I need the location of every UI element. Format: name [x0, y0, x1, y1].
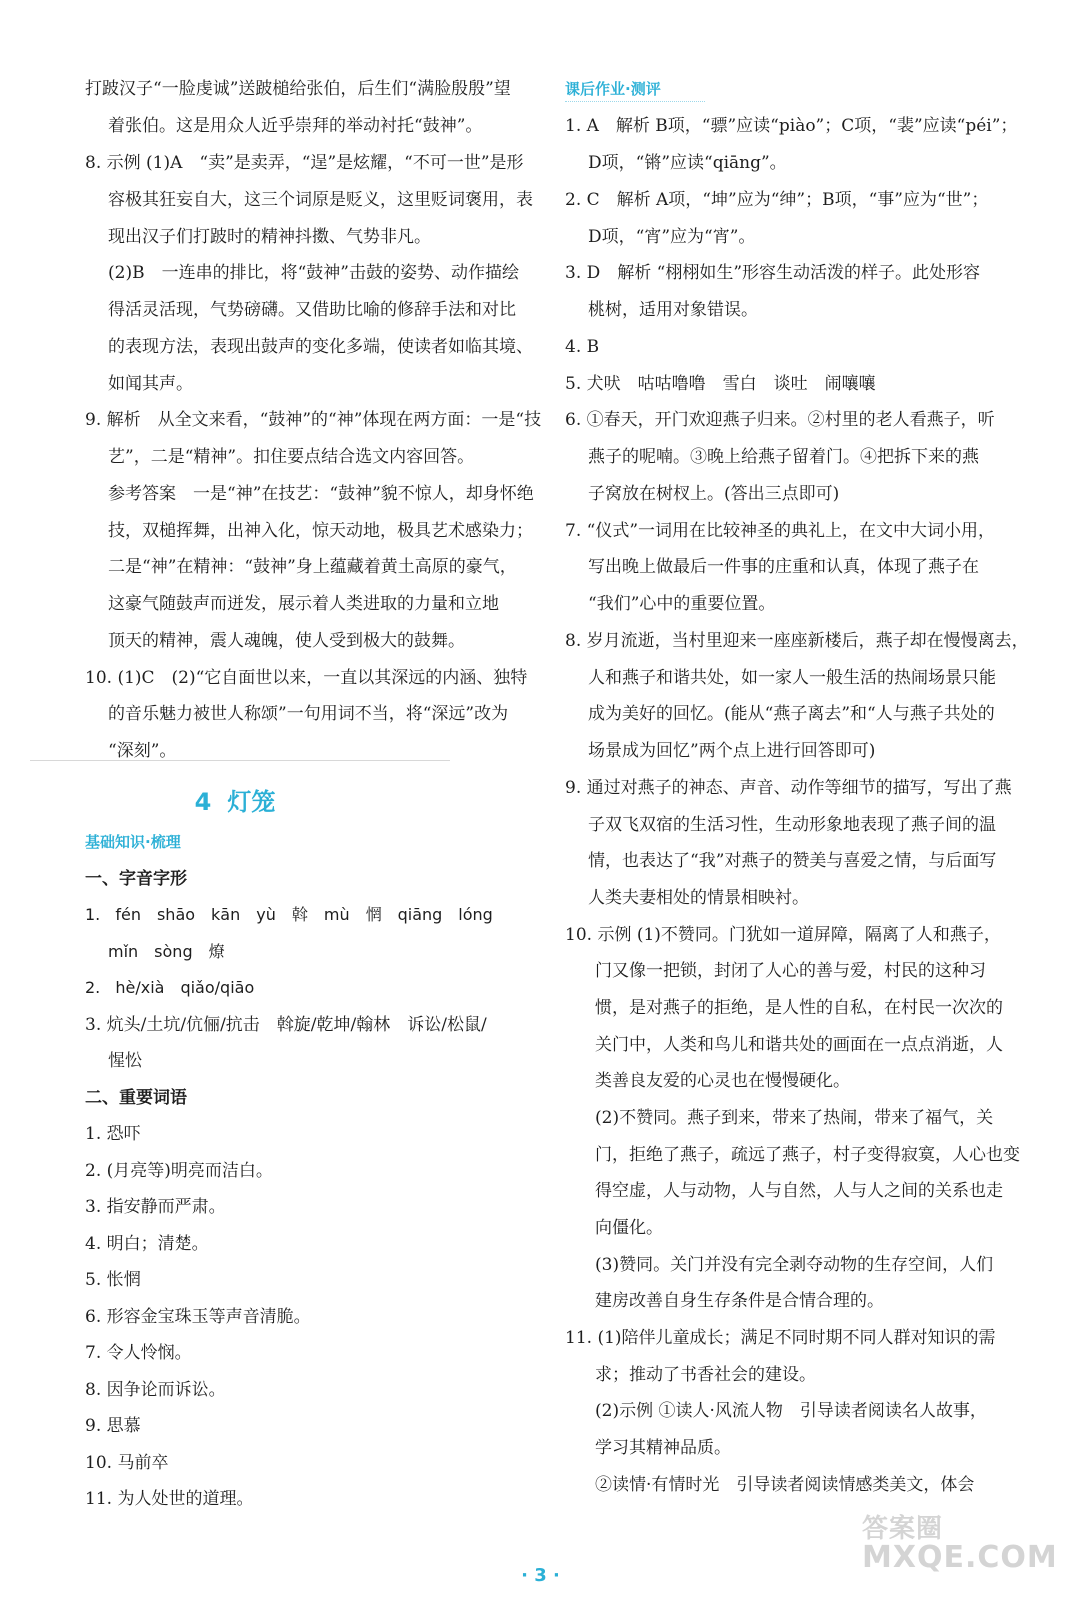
pinyin-line: 2. hè/xià qiǎo/qiāo: [85, 978, 255, 997]
text-line: 打跛汉子“一脸虔诚”送跛槌给张伯，后生们“满脸殷殷”望: [85, 79, 511, 99]
lesson-title: 灯笼: [227, 788, 276, 816]
text-line: 成为美好的回忆。(能从“燕子离去”和“人与燕子共处的: [588, 704, 995, 724]
text-line: 容极其狂妄自大，这三个词原是贬义，这里贬词褒用，表: [108, 190, 533, 210]
answer-line: 6. ①春天，开门欢迎燕子归来。②村里的老人看燕子，听: [565, 410, 995, 430]
text-line: 着张伯。这是用众人近乎崇拜的举动衬托“鼓神”。: [108, 116, 483, 136]
text-line: (2)示例 ①读人·风流人物 引导读者阅读名人故事，: [595, 1401, 987, 1421]
text-line: 桃树，适用对象错误。: [588, 300, 758, 320]
word-item: 8. 因争论而诉讼。: [85, 1380, 226, 1400]
text-line: 门，拒绝了燕子，疏远了燕子，村子变得寂寞，人心也变: [595, 1145, 1020, 1165]
text-line: 得活灵活现，气势磅礴。又借助比喻的修辞手法和对比: [108, 300, 516, 320]
text-line: (3)赞同。关门并没有完全剥夺动物的生存空间，人们: [595, 1255, 994, 1275]
text-line: 关门中，人类和鸟儿和谐共处的画面在一点点消逝，人: [595, 1035, 1003, 1055]
watermark-url: MXQE.COM: [862, 1540, 1058, 1575]
word-item: 9. 思慕: [85, 1416, 141, 1436]
answer-line: 9. 通过对燕子的神态、声音、动作等细节的描写，写出了燕: [565, 778, 1012, 798]
word-item: 1. 恐吓: [85, 1124, 141, 1144]
text-line: 惺忪: [108, 1051, 142, 1071]
text-line: 3. 炕头/土坑/伉俪/抗击 斡旋/乾坤/翰林 诉讼/松鼠/: [85, 1015, 487, 1035]
word-item: 2. (月亮等)明亮而洁白。: [85, 1161, 273, 1181]
page-number: · 3 ·: [521, 1565, 560, 1586]
text-line: (2)B 一连串的排比，将“鼓神”击鼓的姿势、动作描绘: [108, 263, 519, 283]
q10-line: 10. (1)C (2)“它自面世以来，一直以其深远的内涵、独特: [85, 668, 528, 688]
text-line: D项，“锵”应读“qiāng”。: [588, 153, 787, 173]
q8-line: 8. 示例 (1)A “卖”是卖弄，“逞”是炫耀，“不可一世”是形: [85, 153, 524, 173]
lesson-heading: [0, 782, 470, 817]
answer-line: 3. D 解析 “栩栩如生”形容生动活泼的样子。此处形容: [565, 263, 981, 283]
text-line: 场景成为回忆”两个点上进行回答即可): [588, 741, 876, 761]
answer-line: 11. (1)陪伴儿童成长；满足不同时期不同人群对知识的需: [565, 1328, 996, 1348]
text-line: D项，“宵”应为“宵”。: [588, 227, 756, 247]
word-item: 11. 为人处世的道理。: [85, 1489, 254, 1509]
text-line: 顶天的精神，震人魂魄，使人受到极大的鼓舞。: [108, 631, 465, 651]
text-line: 技，双槌挥舞，出神入化，惊天动地，极具艺术感染力；: [108, 521, 533, 541]
text-line: 向僵化。: [595, 1218, 663, 1238]
answer-line: 2. C 解析 A项，“坤”应为“绅”；B项，“事”应为“世”；: [565, 190, 989, 210]
word-item: 3. 指安静而严肃。: [85, 1197, 226, 1217]
text-line: 二是“神”在精神：“鼓神”身上蕴藏着黄土高原的豪气，: [108, 557, 517, 577]
answer-line: 参考答案 一是“神”在技艺：“鼓神”貌不惊人，却身怀绝: [108, 484, 534, 504]
text-line: 人类夫妻相处的情景相映衬。: [588, 888, 809, 908]
text-line: 现出汉子们打跛时的精神抖擞、气势非凡。: [108, 227, 431, 247]
q9-line: 9. 解析 从全文来看，“鼓神”的“神”体现在两方面：一是“技: [85, 410, 542, 430]
text-line: 这豪气随鼓声而迸发，展示着人类进取的力量和立地: [108, 594, 499, 614]
text-line: 的音乐魅力被世人称颂”一句用词不当，将“深远”改为: [108, 704, 509, 724]
text-line: 艺”，二是“精神”。扣住要点结合选文内容回答。: [108, 447, 475, 467]
text-line: “我们”心中的重要位置。: [588, 594, 776, 614]
text-line: “深刻”。: [108, 741, 177, 761]
section-underline: [565, 101, 705, 102]
pinyin-line: mǐn sòng 燎: [108, 942, 225, 961]
text-line: 情，也表达了“我”对燕子的赞美与喜爱之情，与后面写: [588, 851, 997, 871]
answer-line: 7. “仪式”一词用在比较神圣的典礼上，在文中大词小用，: [565, 521, 996, 541]
answer-line: 10. 示例 (1)不赞同。门犹如一道屏障，隔离了人和燕子，: [565, 925, 1001, 945]
text-line: 的表现方法，表现出鼓声的变化多端，使读者如临其境、: [108, 337, 533, 357]
word-item: 6. 形容金宝珠玉等声音清脆。: [85, 1307, 311, 1327]
section-heading-basics: 基础知识·梳理: [85, 833, 181, 851]
text-line: ②读情·有情时光 引导读者阅读情感类美文，体会: [595, 1475, 975, 1495]
answer-line: 1. A 解析 B项，“骠”应读“piào”；C项，“裴”应读“péi”；: [565, 116, 1018, 136]
answer-line: 4. B: [565, 337, 600, 357]
text-line: 学习其精神品质。: [595, 1438, 731, 1458]
watermark-logo: 答案圈: [862, 1514, 944, 1544]
text-line: 人和燕子和谐共处，如一家人一般生活的热闹场景只能: [588, 668, 996, 688]
text-line: 类善良友爱的心灵也在慢慢硬化。: [595, 1071, 850, 1091]
word-item: 10. 马前卒: [85, 1453, 169, 1473]
text-line: 得空虚，人与动物，人与自然，人与人之间的关系也走: [595, 1181, 1003, 1201]
text-line: 子双飞双宿的生活习性，生动形象地表现了燕子间的温: [588, 815, 996, 835]
word-item: 4. 明白；清楚。: [85, 1234, 209, 1254]
part-heading: 二、重要词语: [85, 1088, 187, 1108]
word-item: 7. 令人怜悯。: [85, 1343, 192, 1363]
text-line: 求；推动了书香社会的建设。: [595, 1365, 816, 1385]
text-line: 如闻其声。: [108, 374, 193, 394]
section-divider: [30, 760, 450, 761]
section-heading-homework: 课后作业·测评: [565, 80, 661, 98]
text-line: 燕子的呢喃。③晚上给燕子留着门。④把拆下来的燕: [588, 447, 979, 467]
text-line: 写出晚上做最后一件事的庄重和认真，体现了燕子在: [588, 557, 979, 577]
pinyin-line: 1. fén shāo kān yù 斡 mù 惘 qiāng lóng: [85, 905, 493, 924]
text-line: (2)不赞同。燕子到来，带来了热闹，带来了福气，关: [595, 1108, 994, 1128]
text-line: 子窝放在树杈上。(答出三点即可): [588, 484, 840, 504]
text-line: 惯，是对燕子的拒绝，是人性的自私，在村民一次次的: [595, 998, 1003, 1018]
text-line: 建房改善自身生存条件是合情合理的。: [595, 1291, 884, 1311]
answer-line: 8. 岁月流逝，当村里迎来一座座新楼后，燕子却在慢慢离去，: [565, 631, 1029, 651]
answer-line: 5. 犬吠 咕咕噜噜 雪白 谈吐 闹嚷嚷: [565, 374, 876, 394]
text-line: 门又像一把锁，封闭了人心的善与爱，村民的这种习: [595, 961, 986, 981]
word-item: 5. 怅惘: [85, 1270, 141, 1290]
part-heading: 一、字音字形: [85, 869, 187, 889]
lesson-number: 4: [194, 788, 212, 816]
